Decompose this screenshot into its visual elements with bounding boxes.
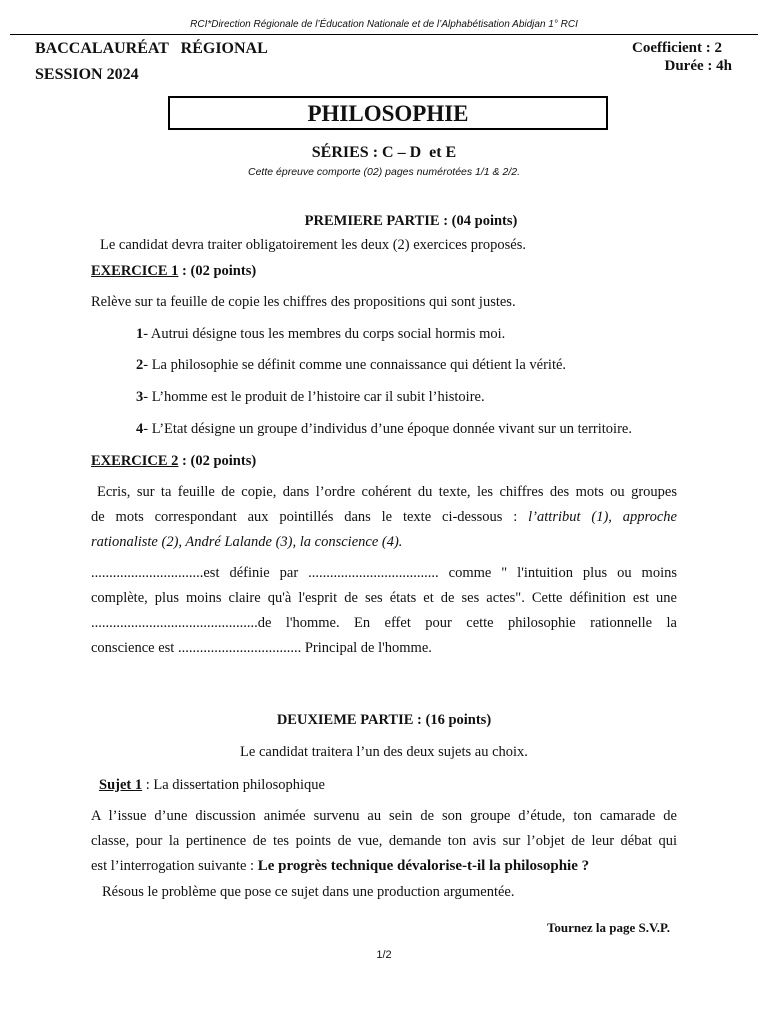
subject-title: PHILOSOPHIE [168, 96, 608, 130]
header-divider [10, 34, 758, 35]
sujet-paragraph-line [91, 856, 589, 876]
instruction-text: de mots correspondant aux pointillés dans le texte ci-dessous : [91, 509, 529, 525]
part2-instruction: Le candidat traitera l’un des deux sujets au choix. [240, 744, 528, 760]
exercise1-item [136, 324, 505, 344]
exercise2-heading [91, 451, 256, 471]
gap-text-line: ..............................................de l'homme. En effet pour cette philosophie rationnelle la [91, 615, 677, 631]
duration: Durée : 4h [664, 58, 732, 74]
sujet-paragraph-line: classe, pour la pertinence de tes points de vue, demande ton avis sur l’objet de leur débat qui [91, 833, 677, 849]
exercise2-instruction-line: Ecris, sur ta feuille de copie, dans l’ordre cohérent du texte, les chiffres des mots ou groupes [97, 484, 677, 500]
sujet-intro: est l’interrogation suivante : [91, 858, 258, 874]
exam-name: BACCALAURÉAT RÉGIONAL [35, 40, 268, 57]
exercise1-item [136, 419, 632, 439]
exam-session: SESSION 2024 [35, 66, 139, 83]
exercise1-label: EXERCICE 1 [91, 263, 179, 279]
exercise1-item [136, 355, 566, 375]
part1-heading: PREMIERE PARTIE : (04 points) [304, 213, 518, 229]
turn-page-note: Tournez la page S.V.P. [546, 920, 670, 935]
item-text: - Autrui désigne tous les membres du corps social hormis moi. [143, 326, 506, 342]
sujet-task: Résous le problème que pose ce sujet dans une production argumentée. [102, 884, 515, 900]
sujet-paragraph-line: A l’issue d’une discussion animée survenu au sein de son groupe d’étude, ton camarade de [91, 808, 677, 824]
item-number: 1 [136, 326, 144, 342]
series: SÉRIES : C – D et E [311, 144, 457, 161]
gap-text-line: ...............................est définie par .................................... comme " l'intuition plus ou moins [91, 565, 677, 581]
sujet1-label: Sujet 1 [99, 777, 143, 793]
exercise1-item [136, 387, 485, 407]
item-text: - L’homme est le produit de l’histoire car il subit l’histoire. [143, 389, 485, 405]
item-text: - La philosophie se définit comme une connaissance qui détient la vérité. [143, 357, 567, 373]
item-number: 4 [136, 421, 144, 437]
item-number: 2 [136, 357, 144, 373]
pages-note: Cette épreuve comporte (02) pages numérotées 1/1 & 2/2. [248, 166, 520, 178]
institution-header: RCI*Direction Régionale de l’Éducation Nationale et de l’Alphabétisation Abidjan 1° RCI [190, 19, 578, 30]
item-number: 3 [136, 389, 144, 405]
exercise2-points: : (02 points) [178, 453, 257, 469]
exercise2-options-line: rationaliste (2), André Lalande (3), la conscience (4). [91, 534, 403, 550]
part1-instruction: Le candidat devra traiter obligatoirement les deux (2) exercices proposés. [100, 237, 526, 253]
sujet1-heading [99, 775, 325, 795]
gap-text-line: complète, plus moins claire qu'à l'esprit de ses états et de ses actes". Cette définition est une [91, 590, 677, 606]
item-text: - L’Etat désigne un groupe d’individus d’une époque donnée vivant sur un territoire. [143, 421, 632, 437]
coefficient: Coefficient : 2 [632, 40, 722, 56]
exercise1-points: : (02 points) [178, 263, 257, 279]
part2-heading: DEUXIEME PARTIE : (16 points) [276, 712, 492, 728]
instruction-options: l’attribut (1), approche [528, 509, 677, 525]
exercise2-label: EXERCICE 2 [91, 453, 179, 469]
sujet-question: Le progrès technique dévalorise-t-il la philosophie ? [257, 858, 590, 874]
exercise1-heading [91, 261, 256, 281]
sujet1-type: : La dissertation philosophique [142, 777, 325, 793]
exercise2-instruction-line [91, 507, 677, 527]
exercise1-instruction: Relève sur ta feuille de copie les chiffres des propositions qui sont justes. [91, 294, 516, 310]
gap-text-line: conscience est .................................. Principal de l'homme. [91, 640, 432, 656]
page-number: 1/2 [376, 949, 392, 961]
